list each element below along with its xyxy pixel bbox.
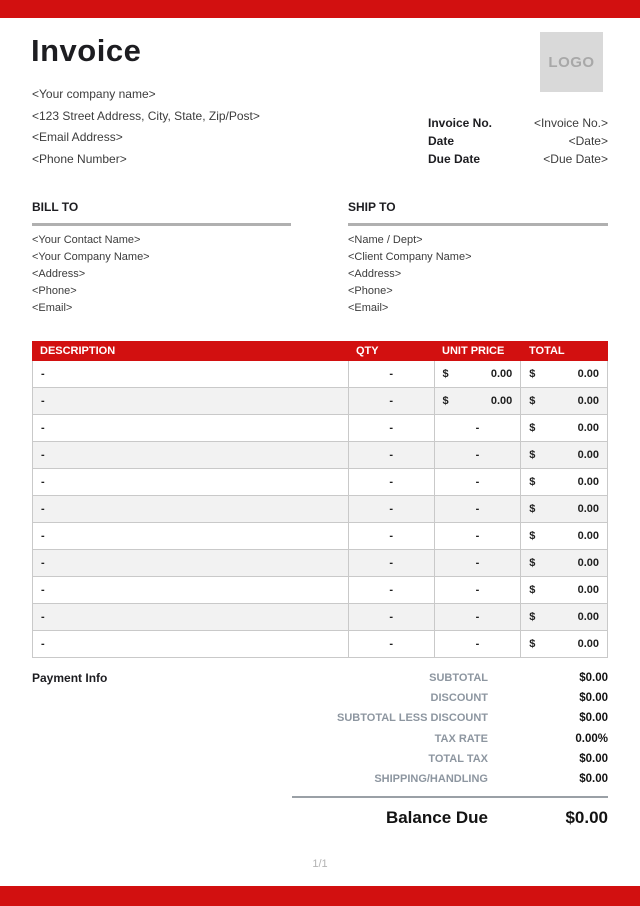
cell-description: - [41, 395, 45, 407]
invoice-meta [428, 114, 608, 168]
table-row [33, 469, 607, 496]
totals-row [32, 749, 608, 769]
amount: 0.00 [577, 422, 599, 434]
bill-to-line: <Your Contact Name> [32, 234, 141, 246]
cell-total [520, 496, 607, 522]
amount: 0.00 [577, 395, 599, 407]
cell-unit: - [434, 604, 521, 630]
amount: 0.00 [577, 584, 599, 596]
items-table-header [32, 341, 608, 361]
cell-qty: - [348, 550, 434, 576]
cell-qty: - [348, 496, 434, 522]
amount: 0.00 [490, 368, 513, 380]
currency-symbol: $ [442, 395, 449, 407]
cell-qty: - [348, 631, 434, 657]
items-table-body [32, 361, 608, 658]
cell-total [520, 523, 607, 549]
table-row [33, 415, 607, 442]
column-header-qty: QTY [356, 345, 379, 357]
bill-to-lines [32, 232, 291, 317]
amount: 0.00 [577, 638, 599, 650]
cell-qty: - [348, 469, 434, 495]
bill-to-line: <Phone> [32, 285, 77, 297]
currency-symbol: $ [529, 368, 536, 380]
balance-due-value: $0.00 [565, 808, 608, 827]
totals-value: $0.00 [579, 712, 608, 725]
cell-description: - [41, 503, 45, 515]
items-table [32, 341, 608, 658]
totals-label: TOTAL TAX [428, 752, 488, 765]
invoice-meta-value: <Due Date> [543, 152, 608, 166]
cell-total [520, 577, 607, 603]
cell-description: - [41, 611, 45, 623]
cell-unit: - [434, 415, 521, 441]
ship-to-line: <Client Company Name> [348, 251, 472, 263]
table-row [33, 496, 607, 523]
logo-placeholder [540, 32, 603, 92]
table-row [33, 523, 607, 550]
cell-total [520, 469, 607, 495]
totals-value: $0.00 [579, 773, 608, 786]
table-row [33, 631, 607, 657]
ship-to-lines [348, 232, 608, 317]
currency-symbol: $ [529, 530, 536, 542]
invoice-meta-row [428, 132, 608, 150]
cell-description: - [41, 557, 45, 569]
cell-unit [434, 388, 521, 414]
company-info-line: <Email Address> [32, 130, 123, 144]
cell-description: - [41, 638, 45, 650]
invoice-meta-label: Invoice No. [428, 116, 493, 130]
amount: 0.00 [577, 557, 599, 569]
amount: 0.00 [490, 395, 513, 407]
cell-qty: - [348, 604, 434, 630]
company-info [32, 84, 260, 170]
cell-qty: - [348, 388, 434, 414]
page-title: Invoice [31, 33, 142, 68]
totals-label: SHIPPING/HANDLING [374, 773, 488, 786]
cell-total [520, 604, 607, 630]
bill-to-heading: BILL TO [32, 200, 79, 214]
cell-total [520, 442, 607, 468]
cell-unit: - [434, 496, 521, 522]
cell-unit: - [434, 442, 521, 468]
amount: 0.00 [577, 476, 599, 488]
cell-qty: - [348, 442, 434, 468]
bill-to-line: <Address> [32, 268, 86, 280]
ship-to-line: <Email> [348, 302, 389, 314]
totals-section [32, 668, 608, 789]
totals-row [32, 668, 608, 688]
currency-symbol: $ [529, 503, 536, 515]
column-header-total: TOTAL [529, 345, 565, 357]
totals-row [32, 708, 608, 728]
table-row [33, 388, 607, 415]
amount: 0.00 [577, 449, 599, 461]
cell-description: - [41, 530, 45, 542]
invoice-meta-value: <Invoice No.> [533, 116, 608, 130]
ship-to-line: <Name / Dept> [348, 234, 423, 246]
totals-label: TAX RATE [434, 732, 488, 745]
cell-description: - [41, 368, 45, 380]
cell-unit: - [434, 577, 521, 603]
ship-to-section [348, 200, 608, 317]
totals-value: $0.00 [579, 672, 608, 685]
cell-unit [434, 361, 521, 387]
cell-unit: - [434, 550, 521, 576]
company-info-line: <Phone Number> [32, 151, 127, 166]
logo-text: LOGO [548, 53, 595, 71]
bill-to-line: <Your Company Name> [32, 251, 150, 263]
bill-to-section [32, 200, 291, 317]
cell-total [520, 550, 607, 576]
bill-to-divider [32, 223, 291, 226]
cell-total [520, 631, 607, 657]
invoice-meta-row [428, 150, 608, 168]
cell-unit: - [434, 523, 521, 549]
cell-description: - [41, 584, 45, 596]
company-info-line: <Your company name> [32, 87, 156, 101]
cell-total [520, 388, 607, 414]
currency-symbol: $ [529, 557, 536, 569]
cell-qty: - [348, 415, 434, 441]
currency-symbol: $ [529, 449, 536, 461]
cell-description: - [41, 449, 45, 461]
balance-due-row [32, 808, 608, 828]
ship-to-divider [348, 223, 608, 226]
cell-qty: - [348, 523, 434, 549]
column-header-unit-price: UNIT PRICE [442, 345, 505, 357]
invoice-meta-row [428, 114, 608, 132]
currency-symbol: $ [529, 584, 536, 596]
payment-info-label: Payment Info [32, 671, 108, 685]
currency-symbol: $ [442, 368, 449, 380]
cell-unit: - [434, 469, 521, 495]
table-row [33, 442, 607, 469]
cell-description: - [41, 422, 45, 434]
column-header-description: DESCRIPTION [40, 345, 116, 357]
currency-symbol: $ [529, 422, 536, 434]
currency-symbol: $ [529, 476, 536, 488]
cell-qty: - [348, 577, 434, 603]
amount: 0.00 [577, 611, 599, 623]
totals-value: 0.00% [575, 732, 608, 745]
balance-divider [292, 796, 608, 798]
amount: 0.00 [577, 503, 599, 515]
page-indicator: 1/1 [312, 858, 328, 870]
top-accent-bar [0, 0, 640, 18]
invoice-meta-value: <Date> [568, 134, 608, 148]
currency-symbol: $ [529, 395, 536, 407]
currency-symbol: $ [529, 638, 536, 650]
ship-to-line: <Phone> [348, 285, 393, 297]
cell-description: - [41, 476, 45, 488]
bottom-accent-bar [0, 886, 640, 906]
bill-to-line: <Email> [32, 302, 73, 314]
table-row [33, 550, 607, 577]
table-row [33, 361, 607, 388]
cell-unit: - [434, 631, 521, 657]
totals-row [32, 729, 608, 749]
ship-to-heading: SHIP TO [348, 200, 396, 214]
amount: 0.00 [577, 368, 599, 380]
invoice-meta-label: Date [428, 134, 455, 148]
amount: 0.00 [577, 530, 599, 542]
table-row [33, 604, 607, 631]
ship-to-line: <Address> [348, 268, 402, 280]
currency-symbol: $ [529, 611, 536, 623]
cell-total [520, 415, 607, 441]
totals-row [32, 769, 608, 789]
totals-row [32, 688, 608, 708]
totals-label: DISCOUNT [430, 692, 488, 705]
totals-value: $0.00 [579, 692, 608, 705]
totals-label: SUBTOTAL LESS DISCOUNT [337, 712, 488, 725]
company-info-line: <123 Street Address, City, State, Zip/Post> [32, 108, 260, 123]
totals-value: $0.00 [579, 752, 608, 765]
invoice-meta-label: Due Date [428, 152, 481, 166]
table-row [33, 577, 607, 604]
totals-label: SUBTOTAL [429, 672, 488, 685]
cell-qty: - [348, 361, 434, 387]
cell-total [520, 361, 607, 387]
balance-due-label: Balance Due [385, 808, 488, 827]
